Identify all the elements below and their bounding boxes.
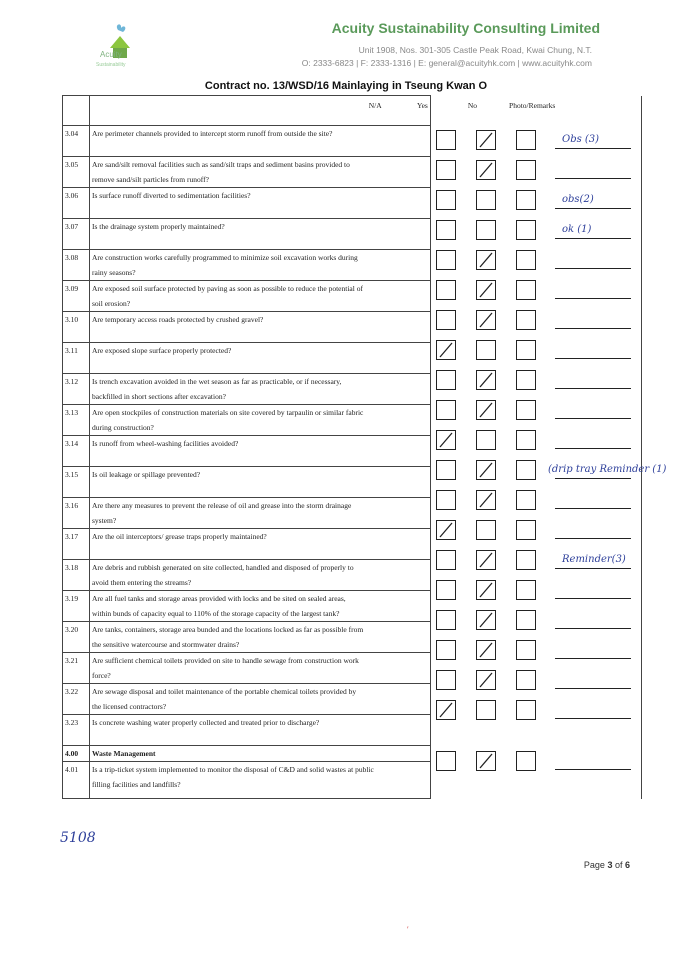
checkbox-na[interactable]	[436, 460, 456, 480]
handwritten-remark: Obs (3)	[562, 134, 600, 145]
stray-mark: ′	[407, 925, 409, 934]
remark-line[interactable]	[555, 478, 631, 479]
remark-line[interactable]	[555, 628, 631, 629]
tick-mark-icon	[436, 520, 456, 540]
item-number: 3.07	[63, 219, 90, 250]
checkbox-na[interactable]	[436, 130, 456, 150]
item-number: 3.20	[63, 622, 90, 653]
checkbox-na[interactable]	[436, 550, 456, 570]
tick-mark-icon	[436, 340, 456, 360]
question-line: Is concrete washing water properly collected and treated prior to discharge?	[92, 718, 320, 727]
item-question	[90, 529, 431, 560]
question-line: system?	[92, 516, 117, 525]
remark-line[interactable]	[555, 358, 631, 359]
checkbox-no[interactable]	[516, 190, 536, 210]
question-line: Is runoff from wheel-washing facilities avoided?	[92, 439, 239, 448]
checklist-row	[63, 529, 642, 560]
question-line: Are construction works carefully programmed to minimize soil excavation works during	[92, 253, 358, 262]
question-line: Are tanks, containers, storage area bunded and the locations locked as far as possible from	[92, 625, 364, 634]
question-line	[92, 234, 430, 249]
tick-mark-icon	[476, 460, 496, 480]
question-line: backfilled in short sections after excavation?	[92, 392, 226, 401]
remark-line[interactable]	[555, 598, 631, 599]
checkbox-no[interactable]	[516, 700, 536, 720]
remark-line[interactable]	[555, 568, 631, 569]
tick-mark-icon	[476, 610, 496, 630]
question-line	[92, 544, 430, 559]
item-question	[90, 343, 431, 374]
checklist-row	[63, 436, 642, 467]
item-question	[90, 405, 431, 436]
remark-line[interactable]	[555, 508, 631, 509]
checkbox-no[interactable]	[516, 160, 536, 180]
checkbox-no[interactable]	[516, 130, 536, 150]
checklist-row	[63, 622, 642, 653]
company-contact: O: 2333-6823 | F: 2333-1316 | E: general@acuityhk.com | www.acuityhk.com	[301, 58, 592, 68]
remark-line[interactable]	[555, 208, 631, 209]
item-number: 3.06	[63, 188, 90, 219]
checkbox-no[interactable]	[516, 220, 536, 240]
remark-line[interactable]	[555, 298, 631, 299]
checkbox-yes[interactable]	[476, 520, 496, 540]
checkbox-na[interactable]	[436, 280, 456, 300]
question-line	[92, 730, 430, 745]
col-na: N/A	[368, 100, 381, 110]
checkbox-na[interactable]	[436, 400, 456, 420]
handwritten-remark: ok (1)	[562, 224, 592, 235]
handwritten-remark: obs(2)	[562, 194, 594, 205]
question-line: the licensed contractors?	[92, 702, 167, 711]
checklist-row	[63, 405, 642, 436]
item-question	[90, 560, 431, 591]
remark-line[interactable]	[555, 388, 631, 389]
remark-line[interactable]	[555, 418, 631, 419]
question-line: Are the oil interceptors/ grease traps properly maintained?	[92, 532, 267, 541]
question-line: Is a trip-ticket system implemented to monitor the disposal of C&D and solid wastes at public	[92, 765, 374, 774]
question-line: remove sand/silt particles from runoff?	[92, 175, 209, 184]
remark-line[interactable]	[555, 718, 631, 719]
checkbox-na[interactable]	[436, 490, 456, 510]
tick-mark-icon	[476, 160, 496, 180]
tick-mark-icon	[436, 700, 456, 720]
col-no: No	[467, 100, 478, 110]
question-line: Is trench excavation avoided in the wet season as far as practicable, or if necessary,	[92, 377, 342, 386]
logo-wordmark: Acuity	[100, 50, 122, 59]
tick-mark-icon	[476, 280, 496, 300]
checkbox-na[interactable]	[436, 310, 456, 330]
item-number: 3.04	[63, 126, 90, 157]
col-remarks: Photo/Remarks	[509, 100, 556, 110]
checkbox-na[interactable]	[436, 580, 456, 600]
item-number: 3.13	[63, 405, 90, 436]
item-question	[90, 157, 431, 188]
question-line: filling facilities and landfills?	[92, 780, 181, 789]
question-line: avoid them entering the streams?	[92, 578, 192, 587]
checkbox-no[interactable]	[516, 400, 536, 420]
tick-mark-icon	[476, 670, 496, 690]
tick-mark-icon	[476, 490, 496, 510]
item-question	[90, 312, 431, 343]
handwritten-remark: Reminder(3)	[562, 554, 626, 565]
question-line: Are exposed soil surface protected by paving as soon as possible to reduce the potential of	[92, 284, 363, 293]
item-number: 3.10	[63, 312, 90, 343]
section-row	[63, 746, 642, 762]
checkbox-na[interactable]	[436, 751, 456, 771]
item-question	[90, 250, 431, 281]
checklist-row	[63, 560, 642, 591]
item-question	[90, 591, 431, 622]
tick-mark-icon	[476, 751, 496, 771]
question-line: Are exposed slope surface properly protected?	[92, 346, 232, 355]
logo-tagline: Sustainability	[96, 62, 126, 68]
checklist-row	[63, 250, 642, 281]
checkbox-no[interactable]	[516, 310, 536, 330]
item-number: 3.14	[63, 436, 90, 467]
question-line: Are there any measures to prevent the release of oil and grease into the storm drainage	[92, 501, 352, 510]
question-line: Are all fuel tanks and storage areas provided with locks and be sited on sealed areas,	[92, 594, 346, 603]
remark-line[interactable]	[555, 448, 631, 449]
item-question	[90, 653, 431, 684]
item-number: 3.08	[63, 250, 90, 281]
checkbox-na[interactable]	[436, 220, 456, 240]
checkbox-no[interactable]	[516, 670, 536, 690]
checkbox-no[interactable]	[516, 520, 536, 540]
item-number: 3.21	[63, 653, 90, 684]
checkbox-na[interactable]	[436, 370, 456, 390]
section-title: Waste Management	[90, 746, 431, 762]
checkbox-no[interactable]	[516, 340, 536, 360]
checkbox-no[interactable]	[516, 490, 536, 510]
checkbox-na[interactable]	[436, 670, 456, 690]
remark-line[interactable]	[555, 328, 631, 329]
question-line	[92, 141, 430, 156]
col-yes: Yes	[416, 100, 428, 110]
checklist-row	[63, 591, 642, 622]
section-number: 4.00	[63, 746, 90, 762]
question-line: during construction?	[92, 423, 154, 432]
question-line: Are debris and rubbish generated on site collected, handled and disposed of properly to	[92, 563, 354, 572]
checklist-row	[63, 281, 642, 312]
question-line: Is oil leakage or spillage prevented?	[92, 470, 201, 479]
question-line: within bunds of capacity equal to 110% of the storage capacity of the largest tank?	[92, 609, 340, 618]
question-line	[92, 451, 430, 466]
item-question	[90, 622, 431, 653]
question-line: Are sufficient chemical toilets provided on site to handle sewage from construction work	[92, 656, 359, 665]
checkbox-no[interactable]	[516, 430, 536, 450]
question-line: the sensitive watercourse and stormwater drains?	[92, 640, 240, 649]
item-number: 3.09	[63, 281, 90, 312]
question-line	[92, 358, 430, 373]
tick-mark-icon	[476, 370, 496, 390]
checklist-row	[63, 157, 642, 188]
checkbox-yes[interactable]	[476, 430, 496, 450]
item-number: 3.11	[63, 343, 90, 374]
company-address: Unit 1908, Nos. 301-305 Castle Peak Road, Kwai Chung, N.T.	[358, 45, 592, 55]
checkbox-na[interactable]	[436, 250, 456, 270]
item-question	[90, 281, 431, 312]
tick-mark-icon	[476, 130, 496, 150]
question-line	[92, 327, 430, 342]
question-line: Are temporary access roads protected by crushed gravel?	[92, 315, 264, 324]
question-line: force?	[92, 671, 111, 680]
item-number: 3.23	[63, 715, 90, 746]
question-line	[92, 482, 430, 497]
checkbox-no[interactable]	[516, 370, 536, 390]
item-number: 3.05	[63, 157, 90, 188]
checklist-table	[62, 95, 642, 799]
remark-line[interactable]	[555, 658, 631, 659]
checklist-row	[63, 312, 642, 343]
checkbox-no[interactable]	[516, 250, 536, 270]
tick-mark-icon	[436, 430, 456, 450]
question-line	[92, 203, 430, 218]
item-number: 3.19	[63, 591, 90, 622]
item-number: 3.12	[63, 374, 90, 405]
checklist-row	[63, 498, 642, 529]
remark-line[interactable]	[555, 538, 631, 539]
checkbox-no[interactable]	[516, 550, 536, 570]
handwritten-remark: (drip tray Reminder (1)	[548, 464, 667, 475]
tick-mark-icon	[476, 400, 496, 420]
question-line: Is the drainage system properly maintained?	[92, 222, 225, 231]
checkbox-yes[interactable]	[476, 220, 496, 240]
item-number: 3.17	[63, 529, 90, 560]
tick-mark-icon	[476, 580, 496, 600]
item-question	[90, 715, 431, 746]
remark-line[interactable]	[555, 268, 631, 269]
tick-mark-icon	[476, 550, 496, 570]
remark-line[interactable]	[555, 178, 631, 179]
checkbox-no[interactable]	[516, 610, 536, 630]
item-question	[90, 219, 431, 250]
tick-mark-icon	[476, 640, 496, 660]
question-line: rainy seasons?	[92, 268, 136, 277]
checkbox-no[interactable]	[516, 280, 536, 300]
question-line: Are perimeter channels provided to intercept storm runoff from outside the site?	[92, 129, 333, 138]
checklist-row	[63, 188, 642, 219]
checkbox-na[interactable]	[436, 160, 456, 180]
page-number: Page 3 of 6	[583, 860, 630, 870]
item-question	[90, 126, 431, 157]
item-question	[90, 467, 431, 498]
checkbox-yes[interactable]	[476, 190, 496, 210]
company-name: Acuity Sustainability Consulting Limited	[331, 20, 600, 36]
header-row	[63, 96, 642, 126]
document-number: 5108	[60, 830, 96, 846]
remark-line[interactable]	[555, 238, 631, 239]
tick-mark-icon	[476, 310, 496, 330]
tick-mark-icon	[476, 250, 496, 270]
item-question	[90, 762, 431, 799]
checklist-row	[63, 126, 642, 157]
question-line: Is surface runoff diverted to sedimentation facilities?	[92, 191, 251, 200]
checkbox-na[interactable]	[436, 640, 456, 660]
checkbox-no[interactable]	[516, 640, 536, 660]
item-question	[90, 684, 431, 715]
item-number: 3.15	[63, 467, 90, 498]
checklist-row	[63, 219, 642, 250]
question-line: soil erosion?	[92, 299, 131, 308]
checklist-row	[63, 762, 642, 799]
item-number: 4.01	[63, 762, 90, 799]
question-line: Are sand/silt removal facilities such as sand/silt traps and sediment basins provided to	[92, 160, 350, 169]
remark-line[interactable]	[555, 148, 631, 149]
checkbox-no[interactable]	[516, 460, 536, 480]
remark-line[interactable]	[555, 688, 631, 689]
checkbox-no[interactable]	[516, 580, 536, 600]
checklist-row	[63, 715, 642, 746]
remark-line[interactable]	[555, 769, 631, 770]
checkbox-yes[interactable]	[476, 700, 496, 720]
item-number: 3.16	[63, 498, 90, 529]
item-question	[90, 436, 431, 467]
item-question	[90, 188, 431, 219]
checklist-row	[63, 374, 642, 405]
question-line: Are sewage disposal and toilet maintenance of the portable chemical toilets provided by	[92, 687, 357, 696]
checkbox-na[interactable]	[436, 190, 456, 210]
checkbox-na[interactable]	[436, 610, 456, 630]
item-question	[90, 498, 431, 529]
contract-title: Contract no. 13/WSD/16 Mainlaying in Tseung Kwan O	[204, 80, 488, 92]
item-number: 3.18	[63, 560, 90, 591]
checkbox-yes[interactable]	[476, 340, 496, 360]
item-number: 3.22	[63, 684, 90, 715]
checkbox-no[interactable]	[516, 751, 536, 771]
question-line: Are open stockpiles of construction materials on site covered by tarpaulin or similar fabric	[92, 408, 364, 417]
item-question	[90, 374, 431, 405]
